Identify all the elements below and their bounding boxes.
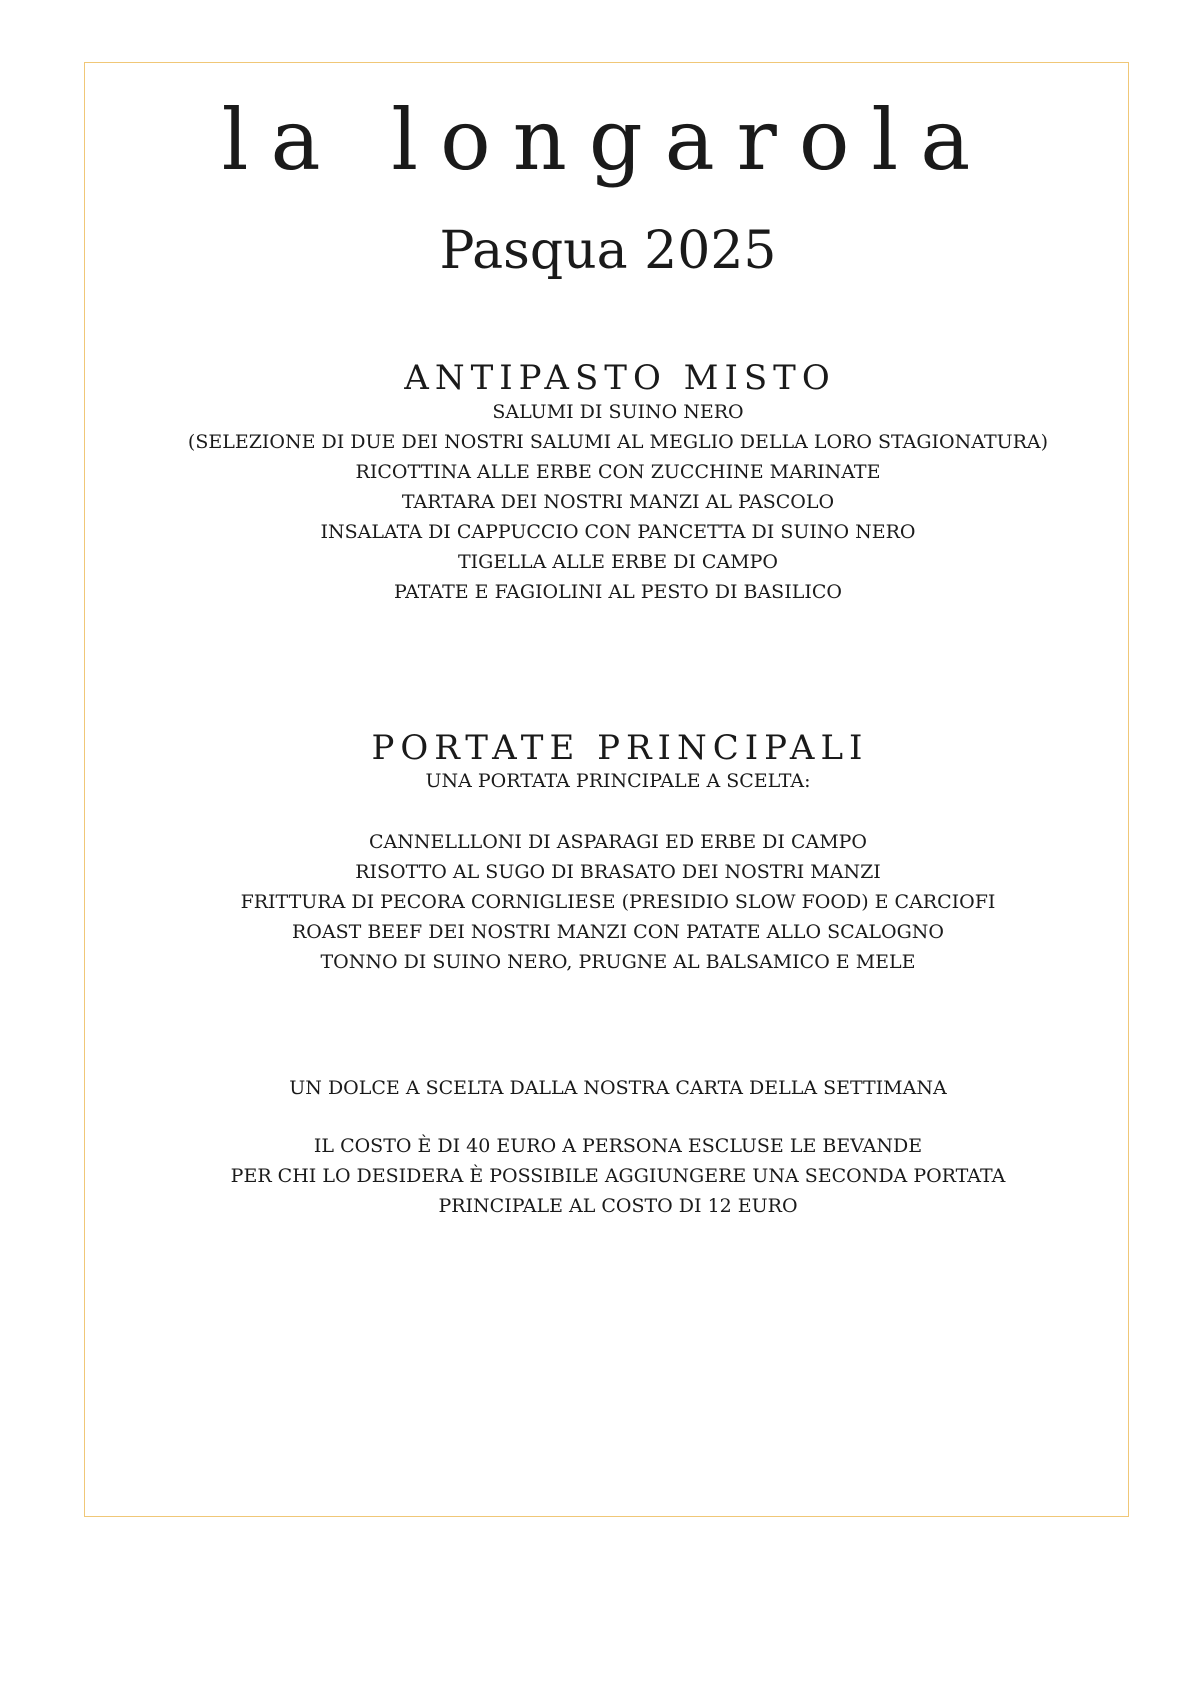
antipasto-list: [0, 397, 1200, 607]
antipasto-heading: ANTIPASTO MISTO: [404, 358, 836, 398]
portata-item: TONNO DI SUINO NERO, PRUGNE AL BALSAMICO E MELE: [320, 951, 916, 973]
portata-item: CANNELLLONI DI ASPARAGI ED ERBE DI CAMPO: [368, 831, 868, 853]
dessert-block: [0, 1073, 1200, 1103]
portata-item: RISOTTO AL SUGO DI BRASATO DEI NOSTRI MANZI: [355, 861, 881, 883]
price-note: PER CHI LO DESIDERA È POSSIBILE AGGIUNGERE UNA SECONDA PORTATA: [230, 1165, 1006, 1187]
antipasto-item: SALUMI DI SUINO NERO: [492, 401, 744, 423]
portate-heading: PORTATE PRINCIPALI: [371, 728, 869, 768]
antipasto-item: TIGELLA ALLE ERBE DI CAMPO: [458, 551, 778, 573]
antipasto-item: TARTARA DEI NOSTRI MANZI AL PASCOLO: [401, 491, 835, 513]
antipasto-item: (SELEZIONE DI DUE DEI NOSTRI SALUMI AL MEGLIO DELLA LORO STAGIONATURA): [187, 431, 1049, 453]
price-note: PRINCIPALE AL COSTO DI 12 EURO: [438, 1195, 798, 1217]
menu-subtitle: Pasqua 2025: [439, 221, 777, 282]
portate-intro: UNA PORTATA PRINCIPALE A SCELTA:: [425, 770, 811, 792]
price-note: IL COSTO È DI 40 EURO A PERSONA ESCLUSE LE BEVANDE: [313, 1135, 923, 1157]
portata-item: FRITTURA DI PECORA CORNIGLIESE (PRESIDIO SLOW FOOD) E CARCIOFI: [240, 891, 996, 913]
antipasto-item: PATATE E FAGIOLINI AL PESTO DI BASILICO: [394, 581, 842, 603]
dessert-line: UN DOLCE A SCELTA DALLA NOSTRA CARTA DELLA SETTIMANA: [289, 1077, 947, 1099]
restaurant-title: la longarola: [221, 91, 993, 190]
portata-item: ROAST BEEF DEI NOSTRI MANZI CON PATATE ALLO SCALOGNO: [291, 921, 944, 943]
price-notes: [0, 1131, 1200, 1221]
portate-list: [0, 827, 1200, 977]
antipasto-item: INSALATA DI CAPPUCCIO CON PANCETTA DI SUINO NERO: [320, 521, 916, 543]
portate-intro-block: [0, 766, 1200, 796]
antipasto-item: RICOTTINA ALLE ERBE CON ZUCCHINE MARINATE: [355, 461, 881, 483]
